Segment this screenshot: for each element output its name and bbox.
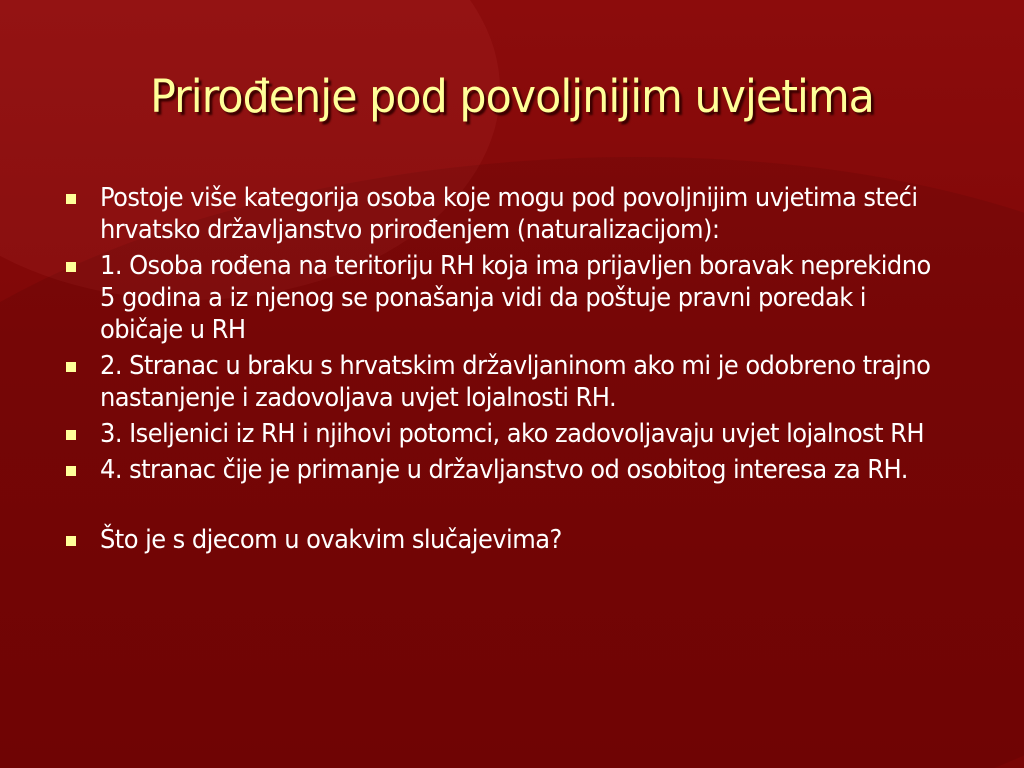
square-bullet-icon [66,262,76,272]
square-bullet-icon [66,430,76,440]
bullet-item-question [0,524,1024,556]
bullet-text: 3. Iseljenici iz RH i njihovi potomci, ako zadovoljavaju uvjet lojalnost RH [100,419,925,449]
square-bullet-icon [66,536,76,546]
slide-title: Prirođenje pod povoljnijim uvjetima [150,70,874,123]
bullet-text: Postoje više kategorija osoba koje mogu pod povoljnijim uvjetima steći hrvatsko državljanstvo prirođenjem (naturalizacijom): [100,183,918,245]
bullet-text: 4. stranac čije je primanje u državljanstvo od osobitog interesa za RH. [100,455,908,485]
bullet-text: 2. Stranac u braku s hrvatskim državljaninom ako mi je odobreno trajno nastanjenje i zadovoljava uvjet lojalnosti RH. [100,351,931,413]
bullet-list [0,182,1024,560]
bullet-item [0,418,1024,450]
square-bullet-icon [66,362,76,372]
square-bullet-icon [66,466,76,476]
bullet-item [0,350,1024,414]
square-bullet-icon [66,194,76,204]
bullet-text: Što je s djecom u ovakvim slučajevima? [100,525,562,555]
bullet-item [0,182,1024,246]
bullet-item [0,454,1024,486]
bullet-text: 1. Osoba rođena na teritoriju RH koja ima prijavljen boravak neprekidno 5 godina a iz njenog se ponašanja vidi da poštuje pravni poredak i običaje u RH [100,251,931,345]
bullet-item [0,250,1024,346]
